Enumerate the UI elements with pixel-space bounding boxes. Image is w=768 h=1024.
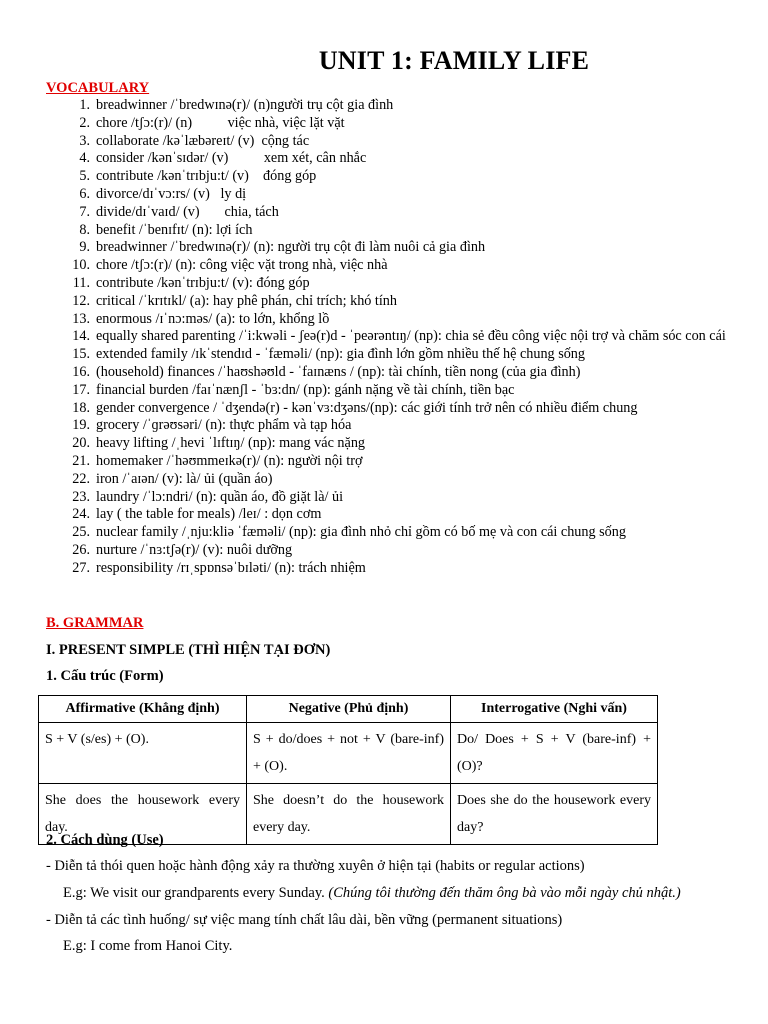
- table-header-interrogative: Interrogative (Nghi vấn): [451, 696, 658, 723]
- list-item-text: iron /ˈaɪən/ (v): là/ ủi (quần áo): [96, 470, 273, 487]
- list-item-text: (household) finances /ˈhaʊshəʊld - ˈfaɪnæns / (np): tài chính, tiền nong (của gia đình): [96, 363, 581, 380]
- list-item-number: 9.: [79, 239, 90, 256]
- use-heading: 2. Cách dùng (Use): [46, 832, 164, 848]
- list-item-number: 10.: [72, 257, 90, 274]
- list-item: [0, 115, 768, 133]
- list-item: [0, 239, 768, 257]
- list-item-number: 12.: [72, 292, 90, 309]
- list-item: [0, 506, 768, 524]
- list-item-number: 22.: [72, 470, 90, 487]
- table-header-affirmative: Affirmative (Khẳng định): [39, 696, 247, 723]
- list-item-number: 2.: [79, 114, 90, 131]
- table-header-row: [39, 696, 658, 723]
- list-item-number: 15.: [72, 346, 90, 363]
- table-cell: S + do/does + not + V (bare-inf) + (O).: [247, 723, 451, 784]
- list-item-number: 3.: [79, 132, 90, 149]
- table-cell: S + V (s/es) + (O).: [39, 723, 247, 784]
- table-header-negative: Negative (Phủ định): [247, 696, 451, 723]
- list-item: [0, 435, 768, 453]
- list-item-text: consider /kənˈsɪdər/ (v) xem xét, cân nhắc: [96, 150, 367, 167]
- list-item-text: responsibility /rɪˌspɒnsəˈbɪləti/ (n): trách nhiệm: [96, 559, 366, 576]
- list-item: [0, 417, 768, 435]
- list-item-text: chore /tʃɔ:(r)/ (n) việc nhà, việc lặt vặt: [96, 114, 345, 131]
- list-item-text: contribute /kənˈtrɪbju:t/ (v) đóng góp: [96, 168, 317, 185]
- list-item: [0, 489, 768, 507]
- list-item-text: breadwinner /ˈbredwɪnə(r)/ (n)người trụ cột gia đình: [96, 97, 394, 113]
- list-item-number: 18.: [72, 399, 90, 416]
- list-item-number: 16.: [72, 363, 90, 380]
- list-item: [0, 453, 768, 471]
- list-item-text: divide/dɪˈvaɪd/ (v) chia, tách: [96, 203, 279, 220]
- list-item-text: lay ( the table for meals) /leɪ/ : dọn cơm: [96, 506, 322, 523]
- list-item-text: collaborate /kəˈlæbəreɪt/ (v) cộng tác: [96, 132, 310, 149]
- table-row: [39, 723, 658, 784]
- list-item-number: 4.: [79, 150, 90, 167]
- list-item: [0, 346, 768, 364]
- list-item-number: 5.: [79, 168, 90, 185]
- list-item-number: 24.: [72, 506, 90, 523]
- list-item-number: 21.: [72, 452, 90, 469]
- list-item-text: benefit /ˈbenɪfɪt/ (n): lợi ích: [96, 221, 253, 238]
- list-item-number: 26.: [72, 541, 90, 558]
- list-item: [0, 222, 768, 240]
- list-item-text: laundry /ˈlɔ:ndri/ (n): quần áo, đồ giặt là/ ủi: [96, 488, 344, 505]
- list-item-number: 19.: [72, 417, 90, 434]
- list-item: [0, 168, 768, 186]
- list-item-number: 17.: [72, 381, 90, 398]
- list-item-text: divorce/dɪˈvɔ:rs/ (v) ly dị: [96, 185, 247, 202]
- form-heading: 1. Cấu trúc (Form): [46, 668, 164, 684]
- table-cell: Does she do the housework every day?: [451, 784, 658, 845]
- list-item-text: nurture /ˈnɜ:tʃə(r)/ (v): nuôi dưỡng: [96, 541, 293, 558]
- list-item-text: critical /ˈkrɪtɪkl/ (a): hay phê phán, chỉ trích; khó tính: [96, 292, 397, 309]
- list-item: [0, 542, 768, 560]
- list-item: [0, 204, 768, 222]
- page-title: UNIT 1: FAMILY LIFE: [318, 46, 590, 75]
- list-item: [0, 186, 768, 204]
- list-item: [0, 471, 768, 489]
- list-item: [0, 293, 768, 311]
- example-1: [63, 885, 681, 902]
- vocabulary-heading: VOCABULARY: [46, 80, 150, 96]
- example-2: E.g: I come from Hanoi City.: [63, 938, 233, 954]
- list-item-text: contribute /kənˈtrɪbju:t/ (v): đóng góp: [96, 274, 310, 291]
- list-item-number: 20.: [72, 435, 90, 452]
- list-item-text: grocery /ˈɡrəʊsəri/ (n): thực phẩm và tạp hóa: [96, 417, 352, 434]
- list-item: [0, 560, 768, 578]
- list-item-text: equally shared parenting /ˈi:kwəli - ʃeə(r)d - ˈpeərəntɪŋ/ (np): chia sẻ đều công việc nội trợ và chăm sóc con cái: [96, 328, 726, 345]
- vocabulary-list: [0, 97, 768, 578]
- list-item-number: 27.: [72, 559, 90, 576]
- list-item: [0, 257, 768, 275]
- list-item: [0, 311, 768, 329]
- list-item-text: breadwinner /ˈbredwɪnə(r)/ (n): người trụ cột đi làm nuôi cả gia đình: [96, 239, 486, 256]
- list-item-text: homemaker /ˈhəʊmmeɪkə(r)/ (n): người nội trợ: [96, 452, 363, 469]
- list-item-number: 6.: [79, 185, 90, 202]
- list-item-number: 11.: [72, 274, 90, 291]
- list-item-text: nuclear family /ˌnju:kliə ˈfæməli/ (np): gia đình nhỏ chỉ gồm có bố mẹ và con cái chung sống: [96, 524, 626, 541]
- list-item-text: enormous /ɪˈnɔ:məs/ (a): to lớn, khổng lồ: [96, 310, 330, 327]
- form-table: [38, 695, 658, 845]
- list-item: [0, 275, 768, 293]
- table-cell: She doesn’t do the housework every day.: [247, 784, 451, 845]
- list-item-number: 8.: [79, 221, 90, 238]
- present-simple-heading: I. PRESENT SIMPLE (THÌ HIỆN TẠI ĐƠN): [46, 642, 331, 658]
- list-item: [0, 382, 768, 400]
- list-item-number: 13.: [72, 310, 90, 327]
- grammar-heading: B. GRAMMAR: [46, 615, 144, 631]
- use-item-habits: - Diễn tả thói quen hoặc hành động xảy ra thường xuyên ở hiện tại (habits or regular actions): [46, 858, 585, 874]
- list-item-text: extended family /ɪkˈstendɪd - ˈfæməli/ (np): gia đình lớn gồm nhiều thế hệ chung sống: [96, 346, 585, 363]
- list-item: [0, 524, 768, 542]
- list-item: [0, 400, 768, 418]
- table-cell: She does the housework every day.: [39, 784, 247, 845]
- list-item: [0, 133, 768, 151]
- list-item: [0, 150, 768, 168]
- list-item: [0, 97, 768, 115]
- list-item-text: heavy lifting /ˌhevi ˈlɪftɪŋ/ (np): mang vác nặng: [96, 435, 366, 452]
- use-item-permanent: - Diễn tả các tình huống/ sự việc mang tính chất lâu dài, bền vững (permanent situations): [46, 912, 563, 928]
- table-cell: Do/ Does + S + V (bare-inf) + (O)?: [451, 723, 658, 784]
- list-item-number: 23.: [72, 488, 90, 505]
- list-item: [0, 364, 768, 382]
- list-item-text: financial burden /faɪˈnænʃl - ˈbɜ:dn/ (np): gánh nặng về tài chính, tiền bạc: [96, 381, 515, 398]
- list-item: [0, 328, 768, 346]
- list-item-text: gender convergence / ˈdʒendə(r) - kənˈvɜ:dʒəns/(np): các giới tính trở nên có nhiều điểm chung: [96, 399, 638, 416]
- list-item-number: 14.: [72, 328, 90, 345]
- list-item-number: 7.: [79, 203, 90, 220]
- list-item-number: 25.: [72, 524, 90, 541]
- example-1-translation: (Chúng tôi thường đến thăm ông bà vào mỗi ngày chủ nhật.): [328, 885, 681, 901]
- list-item-number: 1.: [79, 97, 90, 113]
- list-item-text: chore /tʃɔ:(r)/ (n): công việc vặt trong nhà, việc nhà: [96, 257, 388, 274]
- example-1-sentence: E.g: We visit our grandparents every Sunday.: [63, 885, 325, 901]
